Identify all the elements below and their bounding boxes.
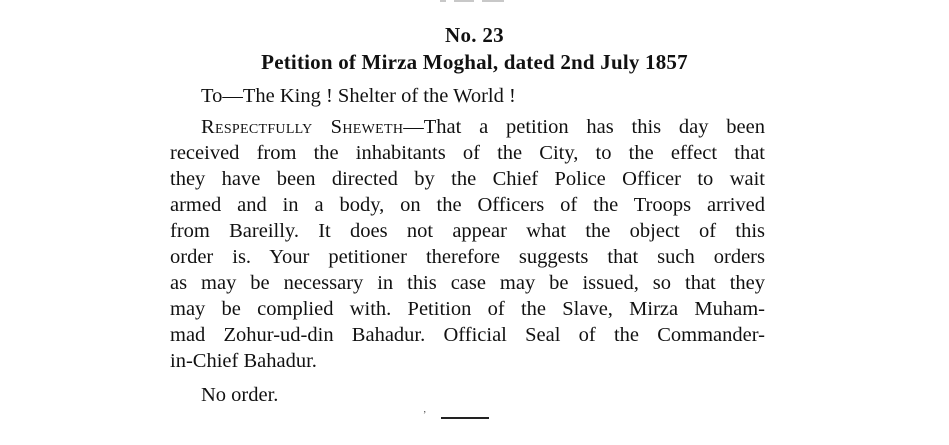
body-line: from Bareilly. It does not appear what the object of this [170,220,765,242]
body-line: as may be necessary in this case may be issued, so that they [170,272,765,294]
page-header-fragment [440,0,510,3]
body-line: received from the inhabitants of the City, to the effect that [170,142,765,164]
section-end-rule [441,417,489,419]
salutation: Respectfully Sheweth [201,116,404,138]
document-number: No. 23 [445,23,504,47]
body-line: may be complied with. Petition of the Slave, Mirza Muham- [170,298,765,320]
body-line: Respectfully Sheweth—That a petition has this day been [201,116,765,138]
body-line: they have been directed by the Chief Police Officer to wait [170,168,765,190]
end-tick-mark: ʼ [423,410,427,421]
petition-body [170,114,765,374]
order-note: No order. [201,384,279,406]
body-line: in-Chief Bahadur. [170,350,317,372]
body-line: order is. Your petitioner therefore suggests that such orders [170,246,765,268]
address-line: To—The King ! Shelter of the World ! [201,85,516,107]
body-line: mad Zohur-ud-din Bahadur. Official Seal of the Commander- [170,324,765,346]
body-line: armed and in a body, on the Officers of the Troops arrived [170,194,765,216]
document-title: Petition of Mirza Moghal, dated 2nd July 1857 [261,50,688,74]
